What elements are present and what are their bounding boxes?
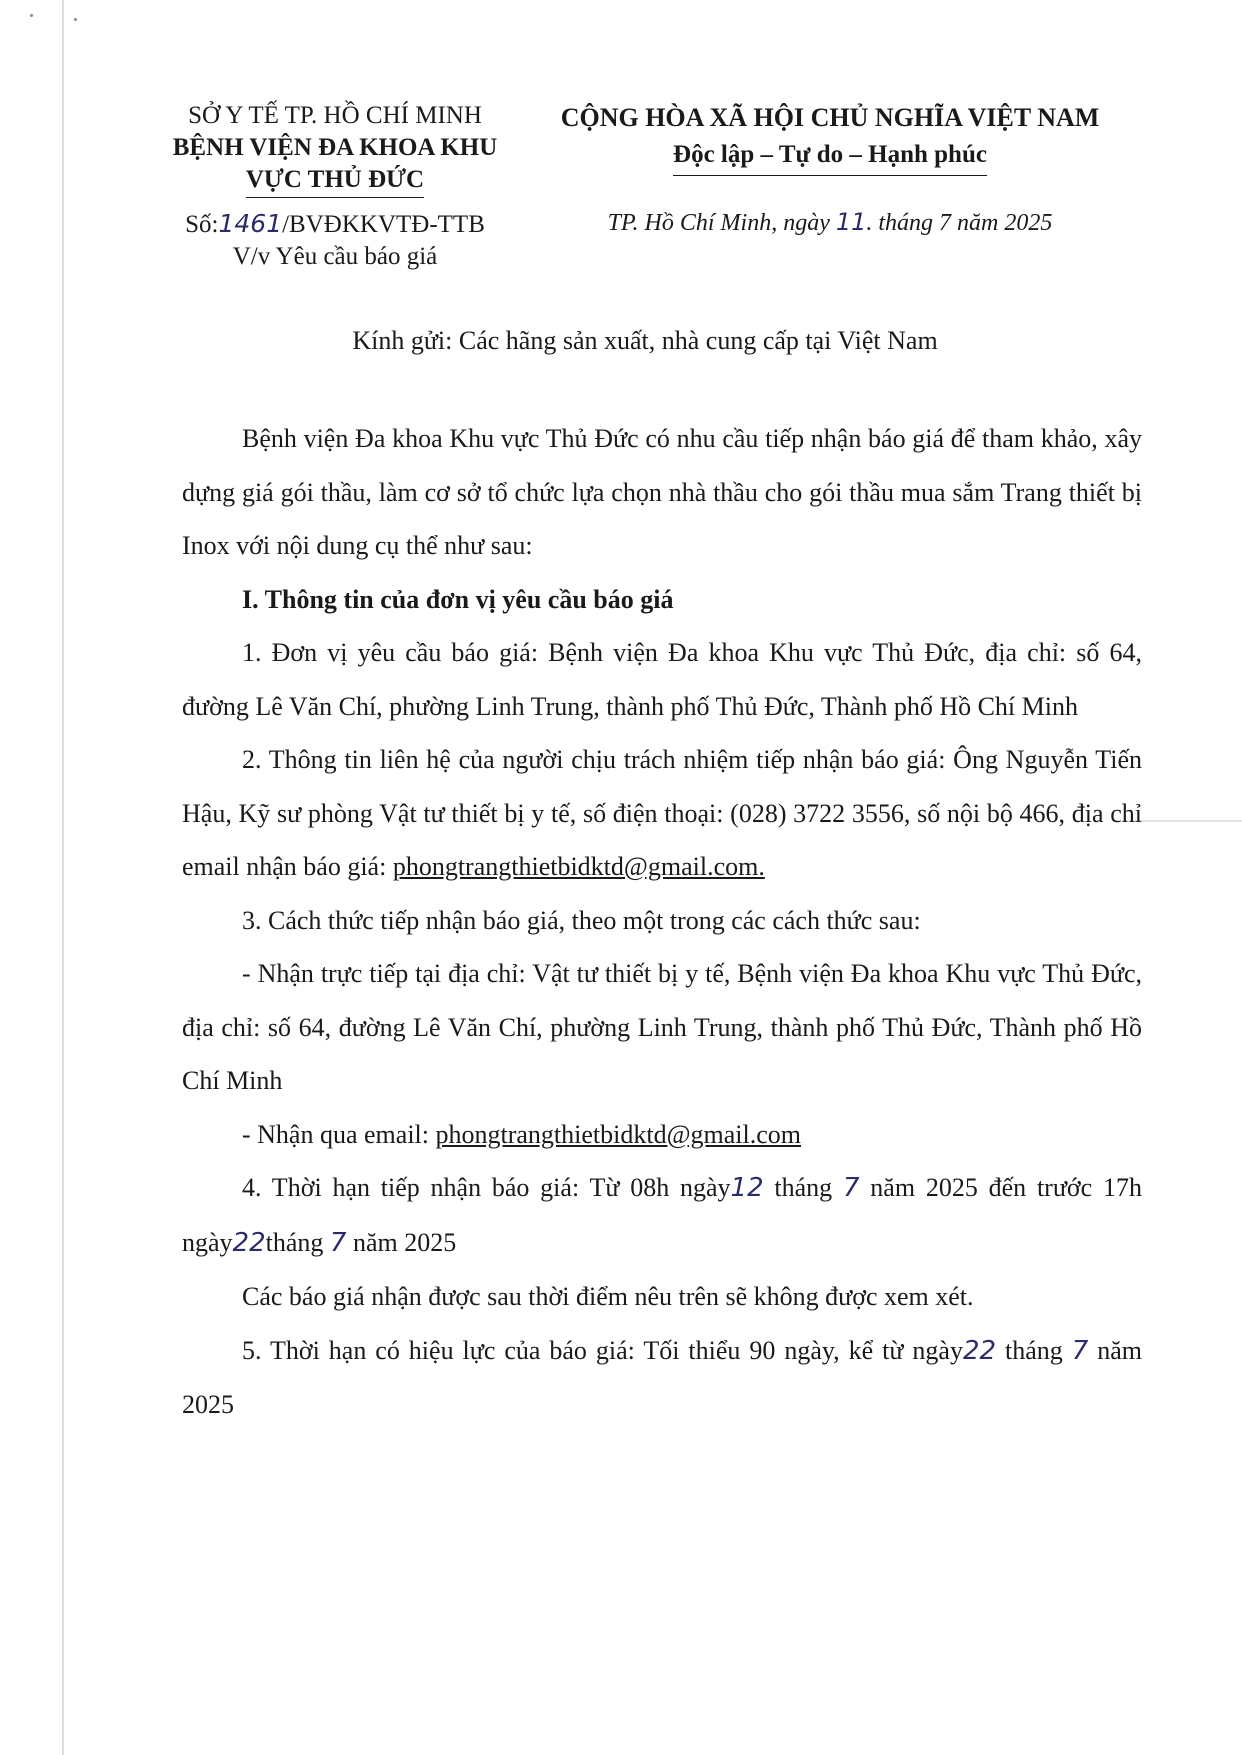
handwritten-month: 7 <box>1071 1335 1089 1366</box>
email-link[interactable]: phongtrangthietbidktd@gmail.com. <box>392 852 765 881</box>
national-title: CỘNG HÒA XÃ HỘI CHỦ NGHĨA VIỆT NAM <box>560 103 1100 132</box>
date-line <box>530 208 1130 237</box>
ministry-line: SỞ Y TẾ TP. HỒ CHÍ MINH <box>188 102 482 129</box>
handwritten-day: 22 <box>962 1335 997 1366</box>
email-link[interactable]: phongtrangthietbidktd@gmail.com <box>435 1119 801 1149</box>
item-3b-prefix: - Nhận qua email: <box>242 1119 436 1149</box>
item-4-text: năm 2025 đến trước 17h ngày <box>182 1173 1142 1257</box>
item-5-text: 5. Thời hạn có hiệu lực của báo giá: Tối thiểu 90 ngày, kể từ ngày <box>242 1335 963 1365</box>
intro-paragraph: Bệnh viện Đa khoa Khu vực Thủ Đức có nhu cầu tiếp nhận báo giá để tham khảo, xây dựng giá gói thầu, làm cơ sở tổ chức lựa chọn nhà thầu cho gói thầu mua sắm Trang thiết bị Inox với nội dung cụ thể như sau: <box>182 424 1142 560</box>
handwritten-day: 11 <box>835 208 867 236</box>
letter-body <box>182 412 1142 1432</box>
document-number <box>150 208 520 241</box>
issuer-block <box>150 100 520 273</box>
item-2-text: 2. Thông tin liên hệ của người chịu trách nhiệm tiếp nhận báo giá: Ông Nguyễn Tiến Hậu, Kỹ sư phòng Vật tư thiết bị y tế, số điện thoại: (028) 3722 3556, số nội bộ 466, địa chỉ email nhận báo giá: <box>182 745 1142 881</box>
date-suffix: . tháng 7 năm 2025 <box>866 210 1053 236</box>
handwritten-number: 1461 <box>218 209 283 238</box>
handwritten-month: 7 <box>842 1173 860 1203</box>
number-suffix: /BVĐKKVTĐ-TTB <box>282 211 485 238</box>
section-heading: I. Thông tin của đơn vị yêu cầu báo giá <box>242 584 674 614</box>
item-3: 3. Cách thức tiếp nhận báo giá, theo một trong các cách thức sau: <box>242 905 921 935</box>
hospital-name-line2: VỰC THỦ ĐỨC <box>246 164 424 198</box>
item-3a: - Nhận trực tiếp tại địa chỉ: Vật tư thiết bị y tế, Bệnh viện Đa khoa Khu vực Thủ Đức, địa chỉ: số 64, đường Lê Văn Chí, phường Linh Trung, thành phố Thủ Đức, Thành phố Hồ Chí Minh <box>182 959 1142 1095</box>
item-5-text: năm 2025 <box>182 1335 1143 1419</box>
scan-speck <box>30 14 33 17</box>
salutation: Kính gửi: Các hãng sản xuất, nhà cung cấp tại Việt Nam <box>352 326 938 355</box>
national-header <box>530 100 1130 176</box>
subject-line: V/v Yêu cầu báo giá <box>232 243 438 270</box>
handwritten-day: 22 <box>232 1227 266 1258</box>
hospital-name-line1: BỆNH VIỆN ĐA KHOA KHU <box>172 134 498 161</box>
item-2 <box>182 733 1142 894</box>
item-5 <box>182 1324 1142 1432</box>
item-4 <box>182 1161 1142 1270</box>
item-4-text: tháng <box>763 1173 843 1202</box>
item-3b <box>182 1108 1142 1162</box>
item-1: 1. Đơn vị yêu cầu báo giá: Bệnh viện Đa khoa Khu vực Thủ Đức, địa chỉ: số 64, đường Lê Văn Chí, phường Linh Trung, thành phố Thủ Đức, Thành phố Hồ Chí Minh <box>182 638 1142 721</box>
item-5-text: tháng <box>996 1335 1072 1365</box>
number-prefix: Số: <box>185 211 219 238</box>
handwritten-month: 7 <box>329 1227 347 1258</box>
date-prefix: TP. Hồ Chí Minh, ngày <box>607 210 836 236</box>
national-motto: Độc lập – Tự do – Hạnh phúc <box>673 137 987 176</box>
scan-edge <box>62 0 64 1755</box>
handwritten-day: 12 <box>730 1173 764 1203</box>
scan-speck <box>74 18 77 21</box>
item-4-text: năm 2025 <box>346 1227 457 1257</box>
item-4-text: 4. Thời hạn tiếp nhận báo giá: Từ 08h ngày <box>242 1173 731 1202</box>
note-paragraph: Các báo giá nhận được sau thời điểm nêu trên sẽ không được xem xét. <box>242 1282 974 1311</box>
item-4-text: tháng <box>265 1227 330 1257</box>
